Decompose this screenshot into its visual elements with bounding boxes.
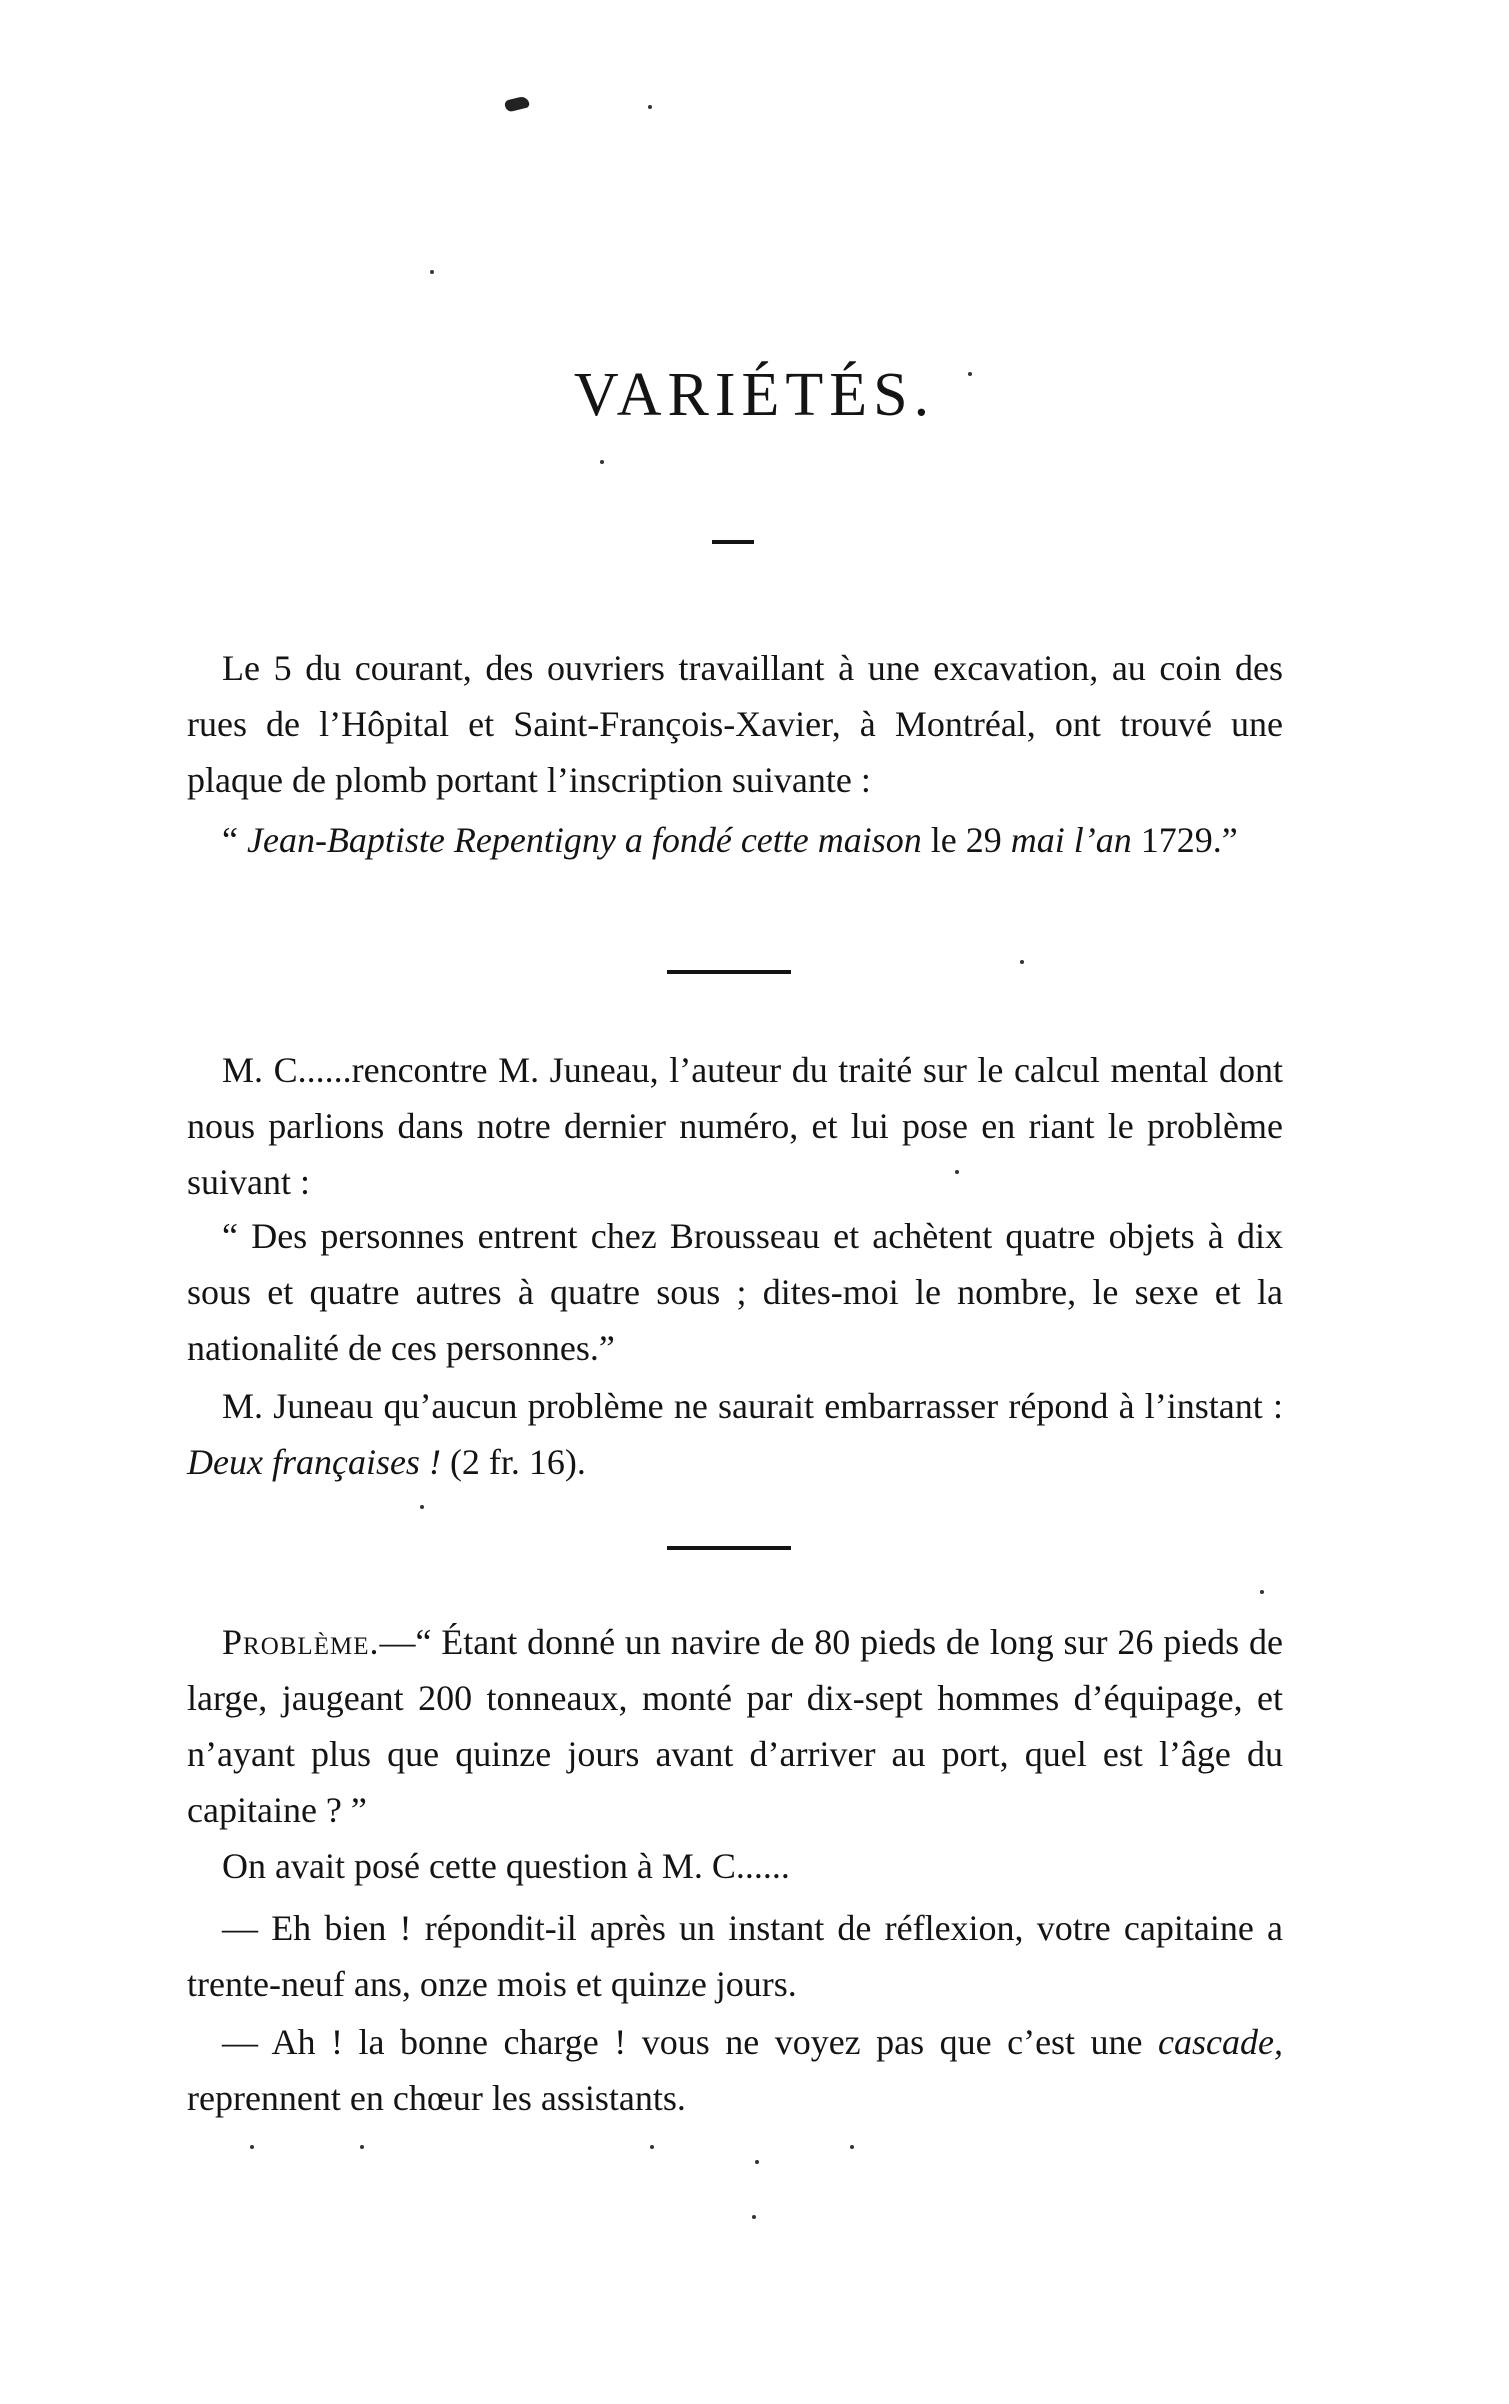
line4-start: — Ah ! la bonne charge ! vous ne voyez pas que c’est une (222, 2022, 1159, 2062)
scan-speck (955, 1170, 959, 1174)
line4-italic: cascade, (1158, 2022, 1283, 2062)
scan-speck (600, 460, 604, 464)
scan-speck (420, 1505, 424, 1509)
line4-end: reprennent en chœur les assistants. (187, 2078, 686, 2118)
scan-speck (648, 105, 652, 109)
scan-speck (752, 2215, 756, 2219)
ink-blot (504, 95, 530, 112)
answer-italic: Deux françaises ! (187, 1442, 441, 1482)
scan-speck (850, 2145, 854, 2149)
answer-intro: M. Juneau qu’aucun problème ne saurait embarrasser répond à l’instant : (222, 1386, 1283, 1426)
section2-answer (187, 1378, 1283, 1490)
section1-paragraph: Le 5 du courant, des ouvriers travaillant à une excavation, au coin des rues de l’Hôpital et Saint-François-Xavier, à Montréal, ont trouvé une plaque de plomb portant l’inscription suivante : (187, 648, 1283, 800)
section2-quote: “ Des personnes entrent chez Brousseau et achètent quatre objets à dix sous et quatre autres à quatre sous ; dites-moi le nombre, le sexe et la nationalité de ces personnes.” (187, 1216, 1283, 1368)
scan-speck (755, 2160, 759, 2164)
quote-roman-1: le 29 (930, 820, 1011, 860)
scan-speck (1020, 960, 1024, 964)
section3-line3: — Eh bien ! répondit-il après un instant de réflexion, votre capitaine a trente-neuf ans, onze mois et quinze jours. (187, 1908, 1283, 2004)
quote-italic-2: mai l’an (1010, 820, 1132, 860)
page-title: VARIÉTÉS. (573, 361, 936, 429)
section1-quote (187, 812, 1283, 868)
section2-intro (187, 1042, 1283, 1210)
scan-speck (968, 372, 972, 376)
quote-close: 1729.” (1131, 820, 1238, 860)
section2-intro-rest: rencontre M. Juneau, l’auteur du traité sur le calcul mental dont nous parlions dans notre dernier numéro, et lui pose en riant le problème suivant : (187, 1050, 1283, 1202)
section3-line2: On avait posé cette question à M. C...... (222, 1846, 790, 1886)
scan-speck (360, 2145, 364, 2149)
quote-open: “ (222, 820, 247, 860)
section-divider-1 (667, 970, 791, 974)
section-divider-2 (667, 1546, 791, 1550)
problem-text: —“ Étant donné un navire de 80 pieds de long sur 26 pieds de large, jaugeant 200 tonneaux, monté par dix-sept hommes d’équipage, et n’ayant plus que quinze jours avant d’arriver au port, quel est l’âge du capitaine ? ” (187, 1622, 1283, 1830)
scan-speck (1260, 1590, 1264, 1594)
scan-speck (650, 2145, 654, 2149)
section2-intro-name: M. C...... (222, 1050, 352, 1090)
scan-speck (250, 2145, 254, 2149)
problem-label: Problème. (222, 1622, 380, 1662)
quote-italic-1: Jean-Baptiste Repentigny a fondé cette maison (246, 820, 931, 860)
answer-end: (2 fr. 16). (440, 1442, 586, 1482)
section3-problem (187, 1614, 1283, 1838)
scan-speck (430, 270, 434, 274)
section3-line4 (187, 2014, 1283, 2126)
title-rule (712, 540, 754, 544)
